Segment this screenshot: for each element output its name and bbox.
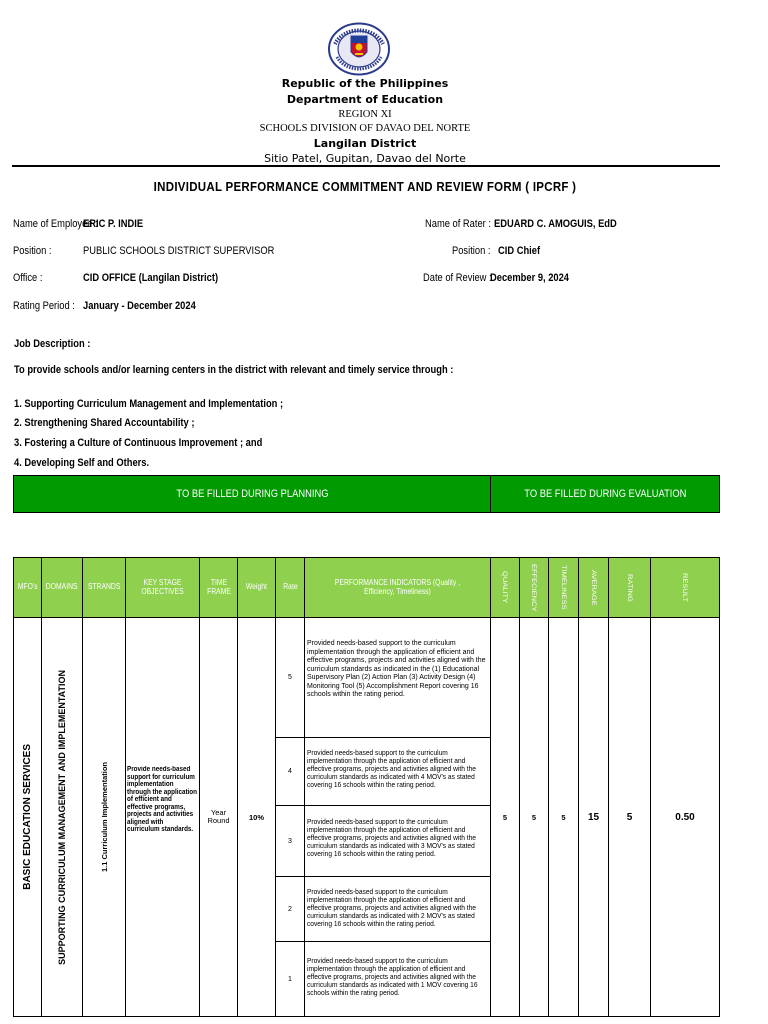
position-label: Position : xyxy=(13,245,52,257)
letterhead-division: SCHOOLS DIVISION OF DAVAO DEL NORTE xyxy=(259,123,471,134)
indicator-cell-5 xyxy=(304,617,491,738)
job-item-3: 3. Fostering a Culture of Continuous Improvement ; and xyxy=(14,437,263,449)
indicator-cell-2 xyxy=(304,876,491,942)
time-frame-value: Year Round xyxy=(207,807,230,825)
header-weight: Weight xyxy=(237,557,276,618)
evaluation-banner-label: TO BE FILLED DURING EVALUATION xyxy=(523,488,687,500)
quality-cell xyxy=(490,617,520,1017)
strand-cell xyxy=(82,617,126,1017)
rater-position-value: CID Chief xyxy=(498,245,541,257)
header-mfo: MFO's xyxy=(13,557,42,618)
efficiency-value: 5 xyxy=(531,812,537,822)
indicator-cell-4 xyxy=(304,737,491,806)
mfo-value: BASIC EDUCATION SERVICES xyxy=(22,744,33,890)
efficiency-cell xyxy=(519,617,549,1017)
time-frame-cell xyxy=(199,617,238,1017)
rater-value: EDUARD C. AMOGUIS, EdD xyxy=(494,218,617,230)
header-time-frame: TIME FRAME xyxy=(199,557,238,618)
header-rate: Rate xyxy=(275,557,305,618)
job-description-heading: Job Description : xyxy=(14,338,91,350)
indicator-text-4: Provided needs-based support to the curriculum implementation through the application of efficient and effective programs, projects and activities aligned with the curriculum standards as indicated with 4 MOV's as stated covering 16 schools within the rating period. xyxy=(307,748,476,790)
letterhead-address: Sitio Patel, Gupitan, Davao del Norte xyxy=(264,152,466,165)
rating-value: 5 xyxy=(626,811,633,823)
average-value: 15 xyxy=(587,811,600,823)
header-strands: STRANDS xyxy=(82,557,126,618)
rate-cell-2: 2 xyxy=(275,876,305,942)
indicator-text-3: Provided needs-based support to the curriculum implementation through the application of efficient and effective programs, projects and activities aligned with the curriculum standards as indicated with 3 MOV's as stated covering 16 schools within the rating period. xyxy=(307,817,476,859)
letterhead-district: Langilan District xyxy=(313,137,417,150)
header-efficiency: EFFECIENCY xyxy=(519,557,549,618)
header-divider xyxy=(12,165,720,167)
planning-banner xyxy=(13,475,491,513)
weight-cell xyxy=(237,617,276,1017)
evaluation-banner xyxy=(490,475,720,513)
indicator-text-2: Provided needs-based support to the curriculum implementation through the application of efficient and effective programs, projects and activities aligned with the curriculum standards as indicated with 2 MOV's as stated covering 16 schools within the rating period. xyxy=(307,887,476,929)
review-date-label: Date of Review : xyxy=(423,272,492,284)
header-average: AVERAGE xyxy=(578,557,609,618)
employee-value: ERIC P. INDIE xyxy=(83,218,144,230)
job-item-1: 1. Supporting Curriculum Management and Implementation ; xyxy=(14,398,284,410)
header-rating: RATING xyxy=(608,557,651,618)
rater-label: Name of Rater : xyxy=(425,218,491,230)
objective-value: Provide needs-based support for curriculum implementation through the application of efficient and effective programs, projects and activities aligned with curriculum standards. xyxy=(127,766,198,834)
indicator-text-1: Provided needs-based support to the curriculum implementation through the application of efficient and effective programs, projects and activities aligned with the curriculum standards as indicated with 1 MOV covering 16 schools within the rating period. xyxy=(307,956,478,998)
quality-value: 5 xyxy=(502,812,508,822)
timeliness-cell xyxy=(548,617,579,1017)
job-description-intro: To provide schools and/or learning centers in the district with relevant and timely service through : xyxy=(14,364,454,376)
rating-period-label: Rating Period : xyxy=(13,300,75,312)
job-item-4: 4. Developing Self and Others. xyxy=(14,457,150,469)
mfo-cell xyxy=(13,617,42,1017)
form-title: INDIVIDUAL PERFORMANCE COMMITMENT AND REVIEW FORM ( IPCRF ) xyxy=(153,180,577,194)
office-value: CID OFFICE (Langilan District) xyxy=(83,272,219,284)
letterhead-country: Republic of the Philippines xyxy=(281,77,449,90)
objective-cell xyxy=(125,617,200,1017)
rater-position-label: Position : xyxy=(452,245,491,257)
planning-banner-label: TO BE FILLED DURING PLANNING xyxy=(175,488,329,500)
strand-value: 1.1 Curriculum Implementation xyxy=(99,761,109,873)
result-cell xyxy=(650,617,720,1017)
rate-cell-1: 1 xyxy=(275,941,305,1017)
employee-label: Name of Employee : xyxy=(13,218,98,230)
indicator-cell-1 xyxy=(304,941,491,1017)
header-performance-indicators: PERFORMANCE INDICATORS (Quality , Efficiency, Timeliness) xyxy=(304,557,491,618)
header-domains: DOMAINS xyxy=(41,557,83,618)
header-result: RESULT xyxy=(650,557,720,618)
rate-cell-4: 4 xyxy=(275,737,305,806)
header-objectives: KEY STAGE OBJECTIVES xyxy=(125,557,200,618)
office-label: Office : xyxy=(13,272,43,284)
domain-cell xyxy=(41,617,83,1017)
domain-value: SUPPORTING CURRICULUM MANAGEMENT AND IMPLEMENTATION xyxy=(57,669,67,965)
indicator-text-5: Provided needs-based support to the curriculum implementation through the application of efficient and effective programs, projects and activities aligned with the curriculum standards as indicated in the (1) Educational Supervisory Plan (2) Action Plan (3) Activity Design (4) Monitoring Tool (5) Accomplishment Report covering 16 schools within the rating period. xyxy=(307,638,486,698)
letterhead-department: Department of Education xyxy=(286,93,444,106)
header-quality: QUALITY xyxy=(490,557,520,618)
review-date-value: December 9, 2024 xyxy=(490,272,570,284)
job-item-2: 2. Strengthening Shared Accountability ; xyxy=(14,417,195,429)
position-value: PUBLIC SCHOOLS DISTRICT SUPERVISOR xyxy=(83,245,275,257)
header-timeliness: TIMELINESS xyxy=(548,557,579,618)
rating-period-value: January - December 2024 xyxy=(83,300,196,312)
weight-value: 10% xyxy=(248,812,264,822)
letterhead-region: REGION XI xyxy=(338,109,392,120)
average-cell xyxy=(578,617,609,1017)
timeliness-value: 5 xyxy=(561,812,566,822)
deped-seal-logo xyxy=(327,22,391,76)
ipcrf-table xyxy=(13,557,720,1017)
rate-cell-3: 3 xyxy=(275,805,305,877)
indicator-cell-3 xyxy=(304,805,491,877)
rating-cell xyxy=(608,617,651,1017)
rate-cell-5: 5 xyxy=(275,617,305,738)
result-value: 0.50 xyxy=(675,811,695,823)
